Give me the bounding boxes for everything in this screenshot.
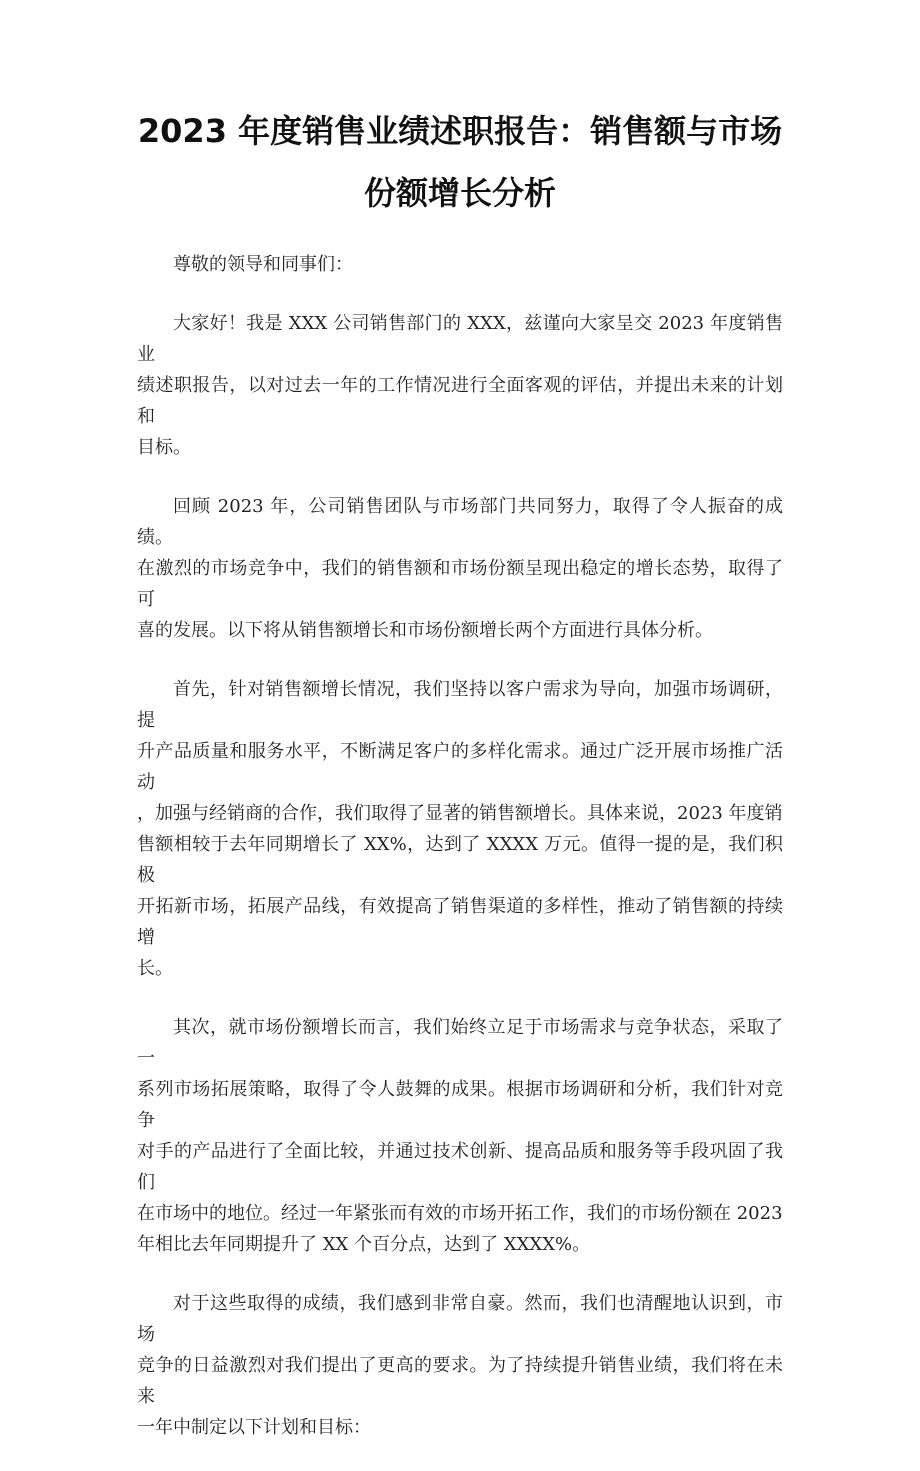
paragraph-line: 其次，就市场份额增长而言，我们始终立足于市场需求与竞争状态，采取了一: [137, 1017, 783, 1069]
title-line-2: 份额增长分析: [363, 174, 556, 212]
paragraph-line: 尊敬的领导和同事们：: [173, 254, 353, 275]
paragraph-line: 喜的发展。以下将从销售额增长和市场份额增长两个方面进行具体分析。: [137, 620, 713, 641]
paragraph-line: 在市场中的地位。经过一年紧张而有效的市场开拓工作，我们的市场份额在 2023: [137, 1203, 783, 1224]
paragraph-line: 回顾 2023 年，公司销售团队与市场部门共同努力，取得了令人振奋的成绩。: [137, 496, 783, 548]
paragraph-greeting: [137, 249, 783, 280]
paragraph-market-share: [137, 1012, 783, 1260]
paragraph-line: 升产品质量和服务水平，不断满足客户的多样化需求。通过广泛开展市场推广活动: [137, 741, 783, 793]
paragraph-line: 一年中制定以下计划和目标：: [137, 1417, 371, 1438]
paragraph-line: 开拓新市场，拓展产品线，有效提高了销售渠道的多样性，推动了销售额的持续增: [137, 896, 783, 948]
paragraph-line: 长。: [137, 958, 173, 979]
paragraph-line: 在激烈的市场竞争中，我们的销售额和市场份额呈现出稳定的增长态势，取得了可: [137, 558, 783, 610]
paragraph-line: 大家好！我是 XXX 公司销售部门的 XXX，兹谨向大家呈交 2023 年度销售业: [137, 313, 783, 365]
paragraph-line: 首先，针对销售额增长情况，我们坚持以客户需求为导向，加强市场调研，提: [137, 679, 783, 731]
paragraph-line: 年相比去年同期提升了 XX 个百分点，达到了 XXXX%。: [137, 1234, 591, 1255]
paragraph-line: 售额相较于去年同期增长了 XX%，达到了 XXXX 万元。值得一提的是，我们积极: [137, 834, 783, 886]
paragraph-sales-growth: [137, 674, 783, 984]
paragraph-review: [137, 491, 783, 646]
paragraph-line: 竞争的日益激烈对我们提出了更高的要求。为了持续提升销售业绩，我们将在未来: [137, 1355, 783, 1407]
paragraph-line: 系列市场拓展策略，取得了令人鼓舞的成果。根据市场调研和分析，我们针对竞争: [137, 1079, 783, 1131]
title-line-1: 2023 年度销售业绩述职报告：销售额与市场: [137, 112, 783, 150]
paragraph-line: 目标。: [137, 437, 191, 458]
document-body: [137, 249, 783, 1471]
paragraph-line: 对手的产品进行了全面比较，并通过技术创新、提高品质和服务等手段巩固了我们: [137, 1141, 783, 1193]
paragraph-outlook: [137, 1288, 783, 1443]
paragraph-line: 对于这些取得的成绩，我们感到非常自豪。然而，我们也清醒地认识到，市场: [137, 1293, 783, 1345]
paragraph-intro: [137, 308, 783, 463]
document-title: [100, 100, 820, 224]
paragraph-line: ，加强与经销商的合作，我们取得了显著的销售额增长。具体来说，2023 年度销: [137, 803, 783, 824]
paragraph-line: 绩述职报告，以对过去一年的工作情况进行全面客观的评估，并提出未来的计划和: [137, 375, 783, 427]
